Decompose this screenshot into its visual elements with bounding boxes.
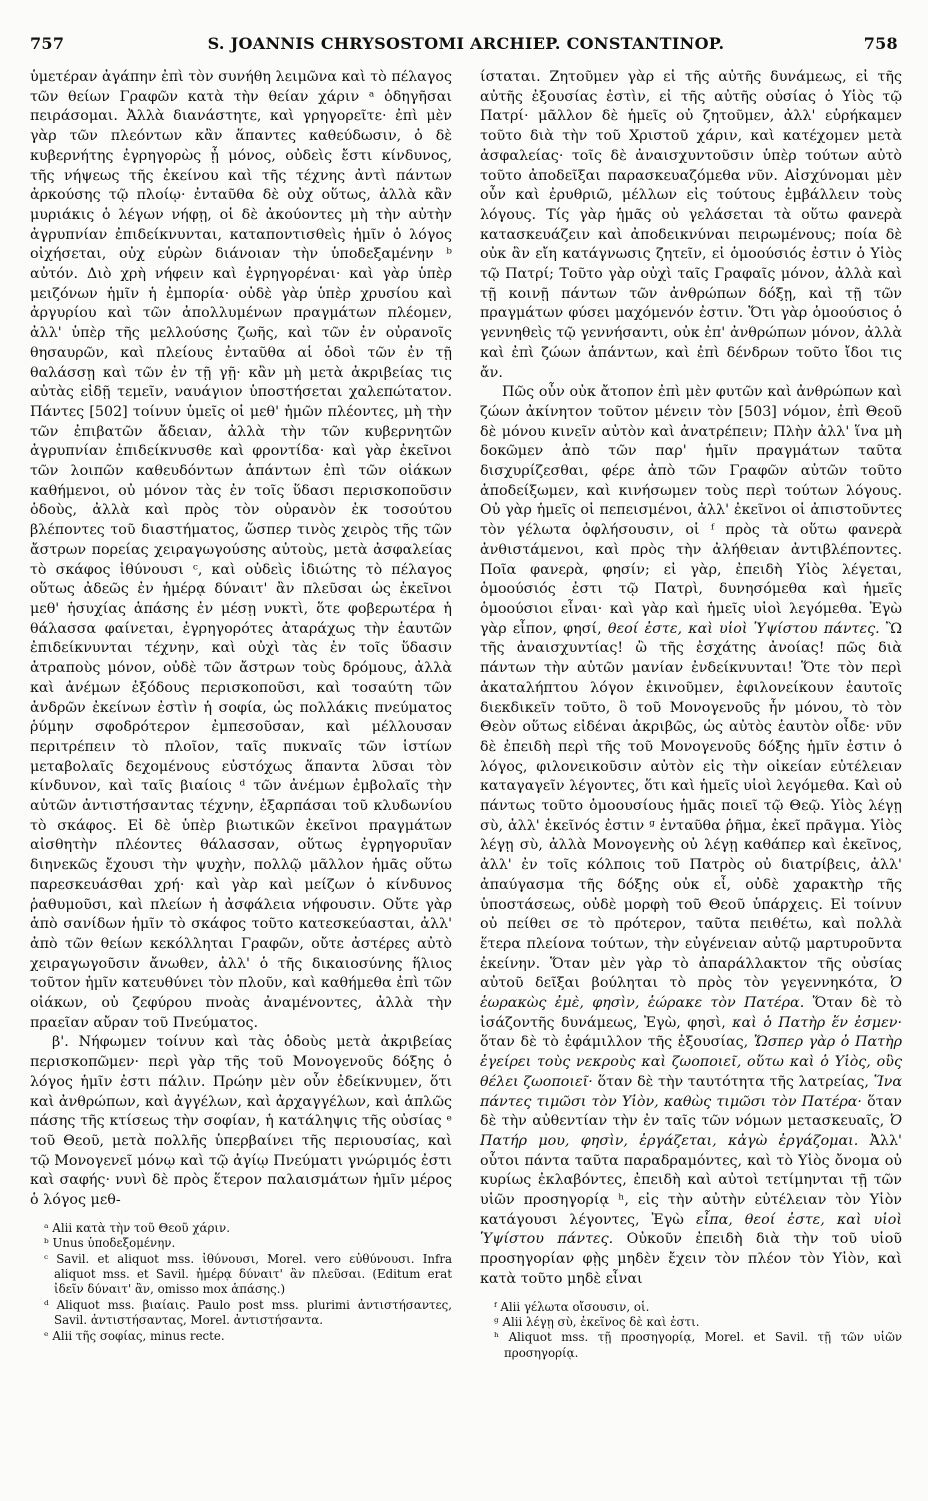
text-columns xyxy=(30,68,902,1361)
footnote-c: ᶜ Savil. et aliquot mss. ἰθύνουσι, Morel. vero εὐθύνουσι. Infra aliquot mss. et Savil. ἡμέρᾳ δύναιτ' ἂν πλεῦσαι. (Editum erat ἰδεῖν δύναιτ' ἂν, omisso mox ἁπάσης.) xyxy=(44,1251,452,1297)
footnote-e: ᵉ Alii τῆς σοφίας, minus recte. xyxy=(44,1328,225,1343)
left-paragraph-1: ὑμετέραν ἀγάπην ἐπὶ τὸν συνήθη λειμῶνα καὶ τὸ πέλαγος τῶν θείων Γραφῶν κατὰ τὴν θείαν χάριν ᵃ ὁδηγῆσαι πειράσομαι. Ἀλλὰ διανάστητε, καὶ γρηγορεῖτε· ἐπὶ μὲν γὰρ τῶν πλεόντων κἂν ἅπαντες καθεύδωσιν, ὁ δὲ κυβερνήτης ἐγρηγορὼς ᾖ μόνος, οὐδεὶς ἔστι κίνδυνος, τῆς νήψεως τῆς ἐκείνου καὶ τῆς τέχνης ἀντὶ πάντων ἀρκούσης τῷ πλοίῳ· ἐνταῦθα δὲ οὐχ οὕτως, ἀλλὰ κἂν μυριάκις ὁ λέγων νήφῃ, οἱ δὲ ἀκούοντες μὴ τὴν αὐτὴν ἀγρυπνίαν ἐπιδείκνυνται, καταποντισθεὶς ἡμῖν ὁ λόγος οἰχήσεται, οὐχ εὑρὼν διάνοιαν τὴν ὑποδεξαμένην ᵇ αὐτόν. Διὸ χρὴ νήφειν καὶ ἐγρηγορέναι· καὶ γὰρ ὑπὲρ μειζόνων ἡμῖν ἡ ἐμπορία· οὐδὲ γὰρ ὑπὲρ χρυσίου καὶ ἀργυρίου καὶ τῶν ἀπολλυμένων πραγμάτων πλέομεν, ἀλλ' ὑπὲρ τῆς μελλούσης ζωῆς, καὶ τῶν ἐν οὐρανοῖς θησαυρῶν, καὶ πλείους ἐνταῦθα αἱ ὁδοὶ τῶν ἐν τῇ θαλάσσῃ καὶ τῶν ἐν τῇ γῇ· κἂν μὴ μετὰ ἀκριβείας τις αὐτὰς εἰδῇ τεμεῖν, ναυάγιον ὑποστήσεται χαλεπώτατον. Πάντες [502] τοίνυν ὑμεῖς οἱ μεθ' ἡμῶν πλέοντες, μὴ τὴν τῶν ἐπιβατῶν ἄδειαν, ἀλλὰ τὴν τῶν κυβερνητῶν ἀγρυπνίαν ἐπιδείκνυσθε καὶ φροντίδα· καὶ γὰρ ἐκεῖνοι τῶν λοιπῶν καθευδόντων ἁπάντων ἐπὶ τῶν οἰάκων καθήμενοι, οὐ μόνον τὰς ἐν τοῖς ὕδασι περισκοποῦσιν ὁδοὺς, ἀλλὰ καὶ πρὸς τὸν οὐρανὸν ἐκ τοσούτου βλέποντες τοῦ διαστήματος, ὥσπερ τινὸς χειρὸς τῆς τῶν ἄστρων πορείας χειραγωγούσης αὐτοὺς, μετὰ ἀσφαλείας τὸ σκάφος ἰθύνουσι ᶜ, καὶ οὐδεὶς ἰδιώτης τὸ πέλαγος οὕτως ἀδεῶς ἐν ἡμέρᾳ δύναιτ' ἂν πλεῦσαι ὡς ἐκεῖνοι μεθ' ἡσυχίας ἁπάσης ἐν μέσῃ νυκτὶ, ὅτε φοβερωτέρα ἡ θάλασσα φαίνεται, ἐγρηγορότες ἀταράχως τὴν ἑαυτῶν ἐπιδείκνυνται τέχνην, καὶ οὐχὶ τὰς ἐν τοῖς ὕδασιν ἀτραποὺς μόνον, οὐδὲ τῶν ἄστρων τοὺς δρόμους, ἀλλὰ καὶ ἀνέμων ἐξόδους περισκοποῦσι, καὶ τοσαύτη τῶν ἀνδρῶν ἐκείνων ἐστὶν ἡ σοφία, ὡς πολλάκις πνεύματος ῥύμην σφοδρότερον ἐμπεσοῦσαν, καὶ μέλλουσαν περιτρέπειν τὸ πλοῖον, ταῖς πυκναῖς τῶν ἱστίων μεταβολαῖς δεχομένους εὐστόχως ἅπαντα λῦσαι τὸν κίνδυνον, καὶ ταῖς βιαίοις ᵈ τῶν ἀνέμων ἐμβολαῖς τὴν αὐτῶν ἀντιστήσαντας τέχνην, ἐξαρπάσαι τοῦ κλυδωνίου τὸ σκάφος. Εἰ δὲ ὑπὲρ βιωτικῶν ἐκεῖνοι πραγμάτων αἰσθητὴν πλέοντες θάλασσαν, οὕτως ἐγρηγορυῖαν διηνεκῶς ἔχουσι τὴν ψυχὴν, πολλῷ μᾶλλον ἡμᾶς οὕτω παρεσκευάσθαι χρή· καὶ γὰρ καὶ μείζων ὁ κίνδυνος ῥαθυμοῦσι, καὶ πλείων ἡ ἀσφάλεια νήφουσιν. Οὔτε γὰρ ἀπὸ σανίδων ἡμῖν τὸ σκάφος τοῦτο κατεσκεύασται, ἀλλ' ἀπὸ τῶν θείων κεκόλληται Γραφῶν, οὔτε ἀστέρες αὐτὸ χειραγωγοῦσιν ἄνωθεν, ἀλλ' ὁ τῆς δικαιοσύνης ἥλιος τοῦτον ἡμῖν κατευθύνει τὸν πλοῦν, καὶ καθήμεθα ἐπὶ τῶν οἰάκων, οὐ ζεφύρου πνοὰς ἀναμένοντες, ἀλλὰ τὴν πραεῖαν αὔραν τοῦ Πνεύματος. xyxy=(30,69,452,1031)
left-column xyxy=(30,68,452,1361)
text-span: Οὐκοῦν ἐπειδὴ διὰ τὴν τοῦ υἱοῦ προσηγορίαν φῂς μηδὲν ἔχειν τὸν πλέον τὸν Υἱὸν, καὶ κατὰ τοῦτο μηδὲ εἶναι xyxy=(480,1231,902,1287)
scripture-quote: εἶπα, θεοί ἐστε, καὶ υἱοὶ Ὑψίστου πάντες. xyxy=(480,1211,902,1248)
running-header xyxy=(30,34,902,64)
footnote-h: ʰ Aliquot mss. τῇ προσηγορίᾳ, Morel. et Savil. τῇ τῶν υἱῶν προσηγορίᾳ. xyxy=(494,1330,902,1360)
text-span: ὅταν δὲ τὸ ἐφάμιλλον τῆς ἐξουσίας, xyxy=(480,1034,749,1051)
scripture-quote: Ὁ ἑωρακὼς ἐμὲ, φησὶν, ἑώρακε τὸν Πατέρα. xyxy=(480,975,902,1012)
right-paragraph-1: ίσταται. Ζητοῦμεν γὰρ εἰ τῆς αὐτῆς δυνάμεως, εἰ τῆς αὐτῆς ἐξουσίας ἐστὶν, εἰ τῆς αὐτῆς οὐσίας ὁ Υἱὸς τῷ Πατρί· μᾶλλον δὲ ἡμεῖς οὐ ζητοῦμεν, ἀλλ' εὑρήκαμεν τοῦτο διὰ τὴν τοῦ Χριστοῦ χάριν, καὶ κατέχομεν μετὰ ἀσφαλείας· τοῖς δὲ ἀναισχυντοῦσιν ὑπὲρ τούτων αὐτὸ τοῦτο ἀποδεῖξαι παρασκευαζόμεθα νῦν. Αἰσχύνομαι μὲν οὖν καὶ ἐρυθριῶ, μέλλων εἰς τούτους ἐμβάλλειν τοὺς λόγους. Τίς γὰρ ἡμᾶς οὐ γελάσεται τὰ οὕτω φανερὰ κατασκευάζειν καὶ ἀποδεικνύναι πειρωμένους; ποία δὲ οὐκ ἂν εἴη κατάγνωσις ζητεῖν, εἰ ὁμοούσιός ἐστιν ὁ Υἱὸς τῷ Πατρί; Τοῦτο γὰρ οὐχὶ ταῖς Γραφαῖς μόνον, ἀλλὰ καὶ τῇ κοινῇ πάντων τῶν ἀνθρώπων δόξῃ, καὶ τῇ τῶν πραγμάτων φύσει μαχόμενόν ἐστιν. Ὅτι γὰρ ὁμοούσιος ὁ γεννηθεὶς τῷ γεννήσαντι, οὐκ ἐπ' ἀνθρώπων μόνον, ἀλλὰ καὶ ἐπὶ ζώων ἁπάντων, καὶ ἐπὶ δένδρων τοῦτο ἴδοι τις ἄν. xyxy=(480,69,902,381)
footnote-g: ᵍ Alii λέγῃ σὺ, ἐκεῖνος δὲ καὶ ἐστι. xyxy=(494,1315,700,1329)
text-span: ὅταν δὲ τὴν αὐθεντίαν τὴν ἐν ταῖς τῶν νόμων μετασκευαῖς, xyxy=(480,1093,902,1130)
footnote-f: ᶠ Alii γέλωτα οἴσουσιν, οἱ. xyxy=(494,1299,650,1314)
text-span: Πῶς οὖν οὐκ ἄτοπον ἐπὶ μὲν φυτῶν καὶ ἀνθρώπων καὶ ζώων ἀκίνητον τοῦτον μένειν τὸν [503] νόμον, ἐπὶ Θεοῦ δὲ μόνου κινεῖν αὐτὸν καὶ ἀνατρέπειν; Πλὴν ἀλλ' ἵνα μὴ δοκῶμεν ἀπὸ τῶν παρ' ἡμῖν πραγμάτων ταῦτα δισχυρίζεσθαι, φέρε ἀπὸ τῶν Γραφῶν αὐτῶν τοῦτο ἀποδείξωμεν, καὶ κινήσωμεν τοὺς περὶ τούτων λόγους. Οὐ γὰρ ἡμεῖς οἱ πεπεισμένοι, ἀλλ' ἐκεῖνοι οἱ ἀπιστοῦντες τὸν γέλωτα ὀφλήσουσιν, οἱ ᶠ πρὸς τὰ οὕτω φανερὰ ἀνθιστάμενοι, καὶ πρὸς τὴν ἀλήθειαν ἀντιβλέποντες. Ποῖα φανερὰ, φησίν; εἰ γὰρ, ἐπειδὴ Υἱὸς λέγεται, ὁμοούσιός ἐστι τῷ Πατρὶ, δυνησόμεθα καὶ ἡμεῖς ὁμοούσιοι εἶναι· καὶ γὰρ καὶ ἡμεῖς υἱοὶ λεγόμεθα. Ἐγὼ γὰρ εἶπον, φησί, xyxy=(480,384,902,637)
page-number-left: 757 xyxy=(30,34,65,53)
scripture-quote: θεοί ἐστε, καὶ υἱοὶ Ὑψίστου πάντες. xyxy=(607,620,880,637)
footnote-d: ᵈ Aliquot mss. βιαίαις. Paulo post mss. plurimi ἀντιστήσαντες, Savil. ἀντιστήσαντας, Morel. ἀντιστήσαντα. xyxy=(44,1297,452,1328)
footnote-a: ᵃ Alii κατὰ τὴν τοῦ Θεοῦ χάριν. xyxy=(44,1220,230,1235)
text-span: Ὢ τῆς ἀναισχυντίας! ὢ τῆς ἐσχάτης ἀνοίας! πῶς διὰ πάντων τὴν αὐτῶν μανίαν ἐνδείκνυνται! Ὅτε τὸν περὶ ἀκαταλήπτου λόγον ἐκινοῦμεν, ἐφιλονείκουν ἑαυτοῖς διεκδικεῖν τοῦτο, ὃ τοῦ Μονογενοῦς ἦν μόνου, τὸ τὸν Θεὸν οὕτως εἰδέναι ἀκριβῶς, ὡς αὐτὸς ἑαυτὸν οἶδε· νῦν δὲ ἐπειδὴ περὶ τῆς τοῦ Μονογενοῦς δόξης ἡμῖν ἐστιν ὁ λόγος, φιλονεικοῦσιν αὐτὸν εἰς τὴν οἰκείαν εὐτέλειαν καταγαγεῖν λέγοντες, ὅτι καὶ ἡμεῖς υἱοὶ λεγόμεθα. Καὶ οὐ πάντως τοῦτο ὁμοουσίους ἡμᾶς ποιεῖ τῷ Θεῷ. Υἱὸς λέγῃ σὺ, ἀλλ' ἐκεῖνός ἐστιν ᵍ ἐνταῦθα ῥῆμα, ἐκεῖ πρᾶγμα. Υἱὸς λέγῃ σὺ, ἀλλὰ Μονογενὴς οὐ λέγῃ καθάπερ καὶ ἐκεῖνος, ἀλλ' ἐν τοῖς κόλποις τοῦ Πατρὸς οὐ διατρίβεις, ἀλλ' ἀπαύγασμα τῆς δόξης οὐκ εἶ, οὐδὲ χαρακτὴρ τῆς ὑποστάσεως, οὐδὲ μορφὴ τοῦ Θεοῦ ὑπάρχεις. Εἰ τοίνυν οὐ πείθει σε τὸ πρότερον, ταῦτα πειθέτω, καὶ πολλὰ ἕτερα πλείονα τούτων, τὴν εὐγένειαν αὐτῷ μαρτυροῦντα ἐκείνην. Ὅταν μὲν γὰρ τὸ ἀπαράλλακτον τῆς οὐσίας αὐτοῦ δεῖξαι βούληται τὸ πρὸς τὸν γεγεννηκότα, xyxy=(480,620,903,992)
right-paragraph-2 xyxy=(480,383,902,1289)
right-footnotes xyxy=(480,1300,902,1362)
text-span: Ἀλλ' οὗτοι πάντα ταῦτα παραδραμόντες, καὶ τὸ Υἱὸς ὄνομα οὐ κυρίως ἐκλαβόντες, ἐπειδὴ καὶ αὐτοὶ τετίμηνται τῇ τῶν υἱῶν προσηγορίᾳ ʰ, εἰς τὴν αὐτὴν εὐτέλειαν τὸν Υἱὸν κατάγουσι λέγοντες, Ἐγὼ xyxy=(480,1132,902,1228)
left-footnotes xyxy=(30,1221,452,1344)
text-span: Ὅταν δὲ τὸ ἰσάζοντῆς δυνάμεως, Ἐγὼ, φησὶ, xyxy=(480,995,903,1031)
scripture-quote: καὶ ὁ Πατὴρ ἕν ἐσμεν· xyxy=(732,1014,903,1031)
scripture-quote: Ὥσπερ γὰρ ὁ Πατὴρ ἐγείρει τοὺς νεκροὺς καὶ ζωοποιεῖ, οὕτω καὶ ὁ Υἱὸς, οὓς θέλει ζωοποιεῖ· xyxy=(480,1034,903,1090)
running-head-title: S. JOANNIS CHRYSOSTOMI ARCHIEP. CONSTANTINOP. xyxy=(207,34,725,53)
left-paragraph-2: β'. Νήφωμεν τοίνυν καὶ τὰς ὁδοὺς μετὰ ἀκριβείας περισκοπῶμεν· περὶ γὰρ τῆς τοῦ Μονογενοῦς δόξης ὁ λόγος ἡμῖν ἐστι πάλιν. Πρώην μὲν οὖν ἐδείκνυμεν, ὅτι καὶ ἀνθρώπων, καὶ ἀγγέλων, καὶ ἀρχαγγέλων, καὶ ἁπλῶς πάσης τῆς κτίσεως τὴν σοφίαν, ἡ κατάληψις τῆς οὐσίας ᵉ τοῦ Θεοῦ, μετὰ πολλῆς ὑπερβαίνει τῆς περιουσίας, καὶ τῷ Μονογενεῖ μόνῳ καὶ τῷ ἁγίῳ Πνεύματι γνώριμός ἐστι καὶ σαφής· νυνὶ δὲ πρὸς ἕτερον παλαισμάτων ἡμῖν μέρος ὁ λόγος μεθ- xyxy=(30,1034,452,1209)
right-column xyxy=(480,68,902,1361)
footnote-b: ᵇ Unus ὑποδεξομένην. xyxy=(44,1236,176,1251)
text-span: ὅταν δὲ τὴν ταυτότητα τῆς λατρείας, xyxy=(597,1073,869,1090)
scripture-quote: Ἵνα πάντες τιμῶσι τὸν Υἱὸν, καθὼς τιμῶσι τὸν Πατέρα· xyxy=(480,1073,903,1110)
scripture-quote: Ὁ Πατήρ μου, φησὶν, ἐργάζεται, κἀγὼ ἐργάζομαι. xyxy=(480,1113,902,1149)
page-number-right: 758 xyxy=(863,34,898,53)
